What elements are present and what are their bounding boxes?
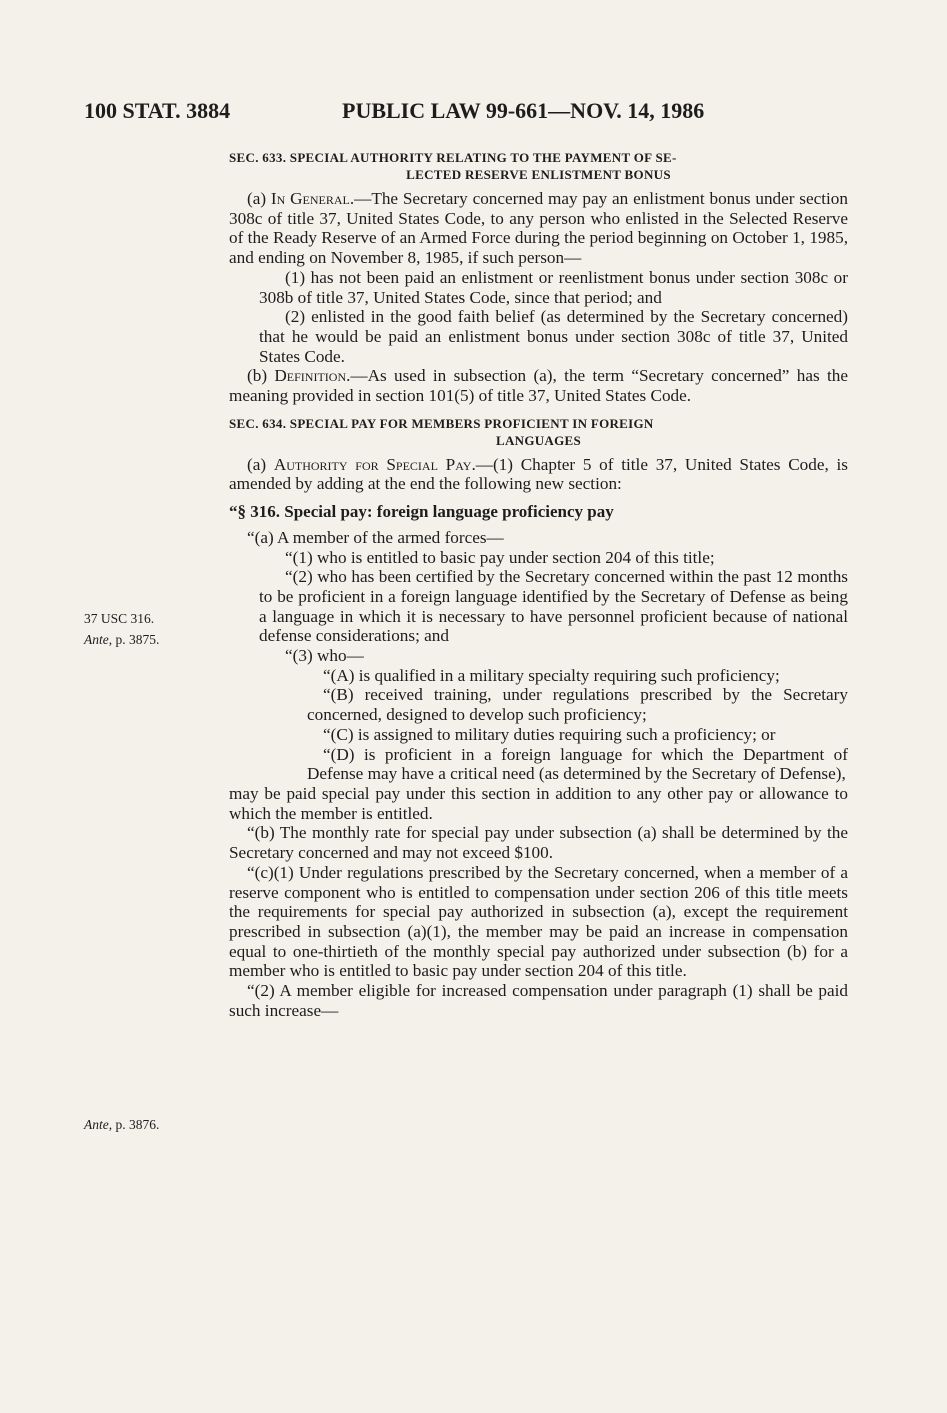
s316-b: “(b) The monthly rate for special pay under subsection (a) shall be determined by the Secretary concerned and may not exceed $100. xyxy=(229,823,848,863)
s316-a-3: “(3) who— xyxy=(285,646,364,666)
sub-text: .—The Secretary concerned may pay an enlistment bonus under section 308c of title 37, United States Code, to any person who enlisted in the Selected Reserve of the Ready Reserve of an Armed Force during the period beginning on October 1, 1985, and ending on November 8, 1985, if such person— xyxy=(229,189,848,268)
sec-634-subsection-a xyxy=(229,455,848,494)
section-316-heading: “§ 316. Special pay: foreign language proficiency pay xyxy=(229,502,614,522)
margin-note-usc: 37 USC 316. xyxy=(84,611,155,626)
margin-note-ante-3875 xyxy=(84,632,159,648)
public-law-header: PUBLIC LAW 99-661—NOV. 14, 1986 xyxy=(342,98,705,123)
sec-634-heading-line1: SEC. 634. SPECIAL PAY FOR MEMBERS PROFICIENT IN FOREIGN xyxy=(229,415,654,431)
sec-633-heading xyxy=(229,149,848,183)
page-number-header: 100 STAT. 3884 xyxy=(84,98,231,123)
sub-text: .—(1) Chapter 5 of title 37, United States Code, is amended by adding at the end the following new section: xyxy=(229,454,848,494)
s316-a-3-D: “(D) is proficient in a foreign language for which the Department of Defense may have a critical need (as determined by the Secretary of Defense), xyxy=(307,744,848,784)
s316-c-2: “(2) A member eligible for increased compensation under paragraph (1) shall be paid such increase— xyxy=(229,981,848,1020)
sub-caption: Definition xyxy=(274,366,347,386)
sub-caption: In General xyxy=(270,189,350,208)
sec-633-heading-line2: LECTED RESERVE ENLISTMENT BONUS xyxy=(406,167,671,182)
s316-a-3-A: “(A) is qualified in a military specialty requiring such proficiency; xyxy=(323,665,780,685)
s316-a-2: “(2) who has been certified by the Secretary concerned within the past 12 months to be proficient in a foreign language identified by the Secretary of Defense as being a language in which it is necessary to have personnel proficient because of national defense considerations; and xyxy=(259,567,848,646)
margin-note-ante-italic: Ante xyxy=(84,1117,109,1132)
s316-a-close: may be paid special pay under this section in addition to any other pay or allowance to which the member is entitled. xyxy=(229,783,848,823)
sec-633-subsection-b xyxy=(229,366,848,405)
margin-note-ante-3876 xyxy=(84,1117,159,1133)
statute-body xyxy=(229,149,848,1020)
sec-633-para-1: (1) has not been paid an enlistment or reenlistment bonus under section 308c or 308b of title 37, United States Code, since that period; and xyxy=(259,267,848,307)
sec-633-heading-line1: SEC. 633. SPECIAL AUTHORITY RELATING TO THE PAYMENT OF SE- xyxy=(229,150,677,165)
sec-633-subsection-a xyxy=(229,189,848,268)
sub-text: .—As used in subsection (a), the term “Secretary concerned” has the meaning provided in section 101(5) of title 37, United States Code. xyxy=(229,366,848,406)
s316-a-intro: “(a) A member of the armed forces— xyxy=(247,527,504,547)
s316-a-3-B: “(B) received training, under regulations prescribed by the Secretary concerned, designed to develop such proficiency; xyxy=(307,685,848,725)
margin-note-ante-page: , p. 3876. xyxy=(108,1117,160,1132)
sec-633-para-2: (2) enlisted in the good faith belief (as determined by the Secretary concerned) that he would be paid an enlistment bonus under section 308c of title 37, United States Code. xyxy=(259,307,848,366)
margin-note-ante-page: , p. 3875. xyxy=(108,632,160,647)
s316-a-1: “(1) who is entitled to basic pay under section 204 of this title; xyxy=(285,547,715,567)
sub-caption: Authority for Special Pay xyxy=(273,454,472,474)
sub-label: (b) xyxy=(247,366,275,386)
s316-c-1: “(c)(1) Under regulations prescribed by the Secretary concerned, when a member of a reserve component who is entitled to compensation under section 206 of this title meets the requirements for special pay authorized in subsection (a), except the requirement prescribed in subsection (a)(1), the member may be paid an increase in compensation equal to one-thirtieth of the monthly special pay authorized under subsection (b) for a member who is entitled to basic pay under section 204 of this title. xyxy=(229,862,848,981)
sec-634-heading xyxy=(229,415,848,449)
sec-634-heading-line2: LANGUAGES xyxy=(495,432,582,448)
sub-label: (a) xyxy=(247,189,271,208)
sub-label: (a) xyxy=(247,454,274,474)
margin-note-ante-italic: Ante xyxy=(84,632,109,647)
s316-a-3-C: “(C) is assigned to military duties requiring such a proficiency; or xyxy=(323,724,776,744)
